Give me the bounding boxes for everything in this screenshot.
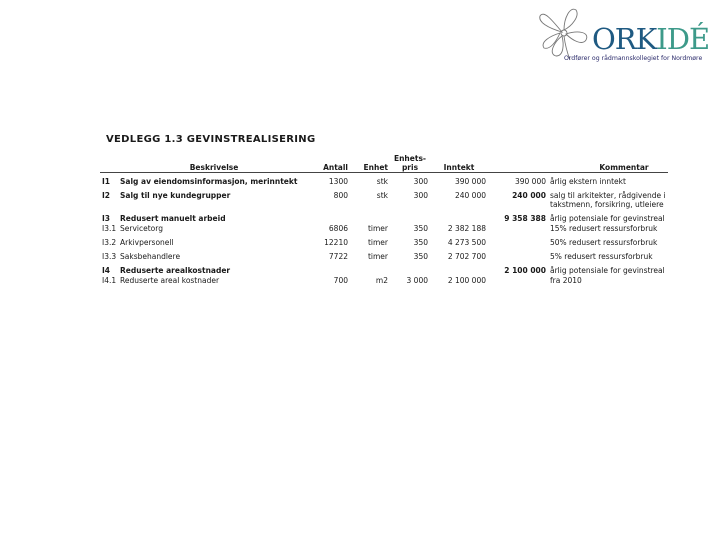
cell-antall: 800 xyxy=(333,191,348,200)
cell-kommentar: årlig potensiale for gevinstreal xyxy=(550,266,665,275)
cell-id: I4.1 xyxy=(102,276,117,285)
cell-beskrivelse: Saksbehandlere xyxy=(120,252,181,261)
table-row xyxy=(100,276,668,286)
header-sum xyxy=(488,152,548,173)
logo-wordmark-part2: IDÉ xyxy=(656,22,710,56)
cell-beskrivelse: Salg til nye kundegrupper xyxy=(120,191,231,200)
page-title: VEDLEGG 1.3 GEVINSTREALISERING xyxy=(106,134,316,145)
cell-inntekt xyxy=(430,266,488,276)
header-kommentar: Kommentar xyxy=(548,152,668,173)
header-beskrivelse: Beskrivelse xyxy=(118,152,310,173)
cell-enhet: timer xyxy=(367,252,388,261)
cell-antall xyxy=(310,214,350,224)
cell-antall: 6806 xyxy=(328,224,348,233)
cell-sum: 9 358 388 xyxy=(504,214,546,223)
table-row xyxy=(100,214,668,224)
gevinst-table-container xyxy=(100,152,668,302)
header-enhetspris xyxy=(390,152,430,173)
cell-enhetspris: 350 xyxy=(413,252,428,261)
cell-enhetspris xyxy=(390,214,430,224)
cell-beskrivelse: Reduserte arealkostnader xyxy=(120,266,231,275)
cell-sum xyxy=(488,276,548,286)
cell-inntekt: 2 100 000 xyxy=(447,276,486,285)
table-row xyxy=(100,238,668,248)
header-antall: Antall xyxy=(310,152,350,173)
cell-inntekt: 4 273 500 xyxy=(447,238,486,247)
cell-inntekt: 2 702 700 xyxy=(447,252,486,261)
cell-kommentar: 15% redusert ressursforbruk xyxy=(550,224,658,233)
orkide-logo xyxy=(534,2,718,72)
cell-id: I1 xyxy=(102,177,111,186)
cell-kommentar: 5% redusert ressursforbruk xyxy=(550,252,653,261)
cell-kommentar xyxy=(548,191,668,210)
cell-kommentar-line2: takstmenn, forsikring, utleiere xyxy=(550,200,664,209)
cell-id: I4 xyxy=(102,266,111,275)
cell-beskrivelse: Salg av eiendomsinformasjon, merinntekt xyxy=(120,177,298,186)
cell-sum xyxy=(488,238,548,248)
cell-inntekt: 390 000 xyxy=(454,177,486,186)
cell-sum: 390 000 xyxy=(514,177,546,186)
gevinst-table xyxy=(100,152,668,286)
cell-sum: 240 000 xyxy=(512,191,546,200)
cell-enhet: timer xyxy=(367,238,388,247)
table-header-row xyxy=(100,152,668,173)
cell-id: I2 xyxy=(102,191,111,200)
cell-antall: 700 xyxy=(333,276,348,285)
cell-enhet: stk xyxy=(376,191,388,200)
cell-inntekt: 240 000 xyxy=(454,191,486,200)
cell-antall: 7722 xyxy=(328,252,348,261)
cell-inntekt xyxy=(430,214,488,224)
cell-antall xyxy=(310,266,350,276)
cell-beskrivelse: Arkivpersonell xyxy=(120,238,174,247)
cell-kommentar: fra 2010 xyxy=(550,276,582,285)
cell-enhet: m2 xyxy=(375,276,388,285)
cell-enhetspris xyxy=(390,266,430,276)
cell-sum: 2 100 000 xyxy=(504,266,546,275)
header-id xyxy=(100,152,118,173)
header-enhetspris-line1: Enhets- xyxy=(393,154,427,163)
cell-enhet: timer xyxy=(367,224,388,233)
cell-antall: 12210 xyxy=(324,238,348,247)
table-row xyxy=(100,191,668,210)
logo-wordmark-part1: ORK xyxy=(592,22,657,56)
header-enhetspris-line2: pris xyxy=(401,163,419,172)
cell-enhet: stk xyxy=(376,177,388,186)
header-enhet: Enhet xyxy=(350,152,390,173)
cell-enhetspris: 350 xyxy=(413,238,428,247)
header-inntekt: Inntekt xyxy=(430,152,488,173)
logo-tagline: Ordfører og rådmannskollegiet for Nordmøre xyxy=(564,55,703,62)
cell-kommentar: 50% redusert ressursforbruk xyxy=(550,238,658,247)
table-row xyxy=(100,224,668,234)
cell-sum xyxy=(488,252,548,262)
cell-beskrivelse: Servicetorg xyxy=(120,224,163,233)
orchid-flower-icon xyxy=(534,2,594,62)
cell-kommentar: årlig ekstern inntekt xyxy=(550,177,626,186)
table-row xyxy=(100,252,668,262)
cell-enhetspris: 350 xyxy=(413,224,428,233)
logo-wordmark xyxy=(592,24,709,54)
cell-enhetspris: 300 xyxy=(413,177,428,186)
cell-antall: 1300 xyxy=(328,177,348,186)
cell-id: I3.2 xyxy=(102,238,117,247)
table-row xyxy=(100,177,668,187)
cell-sum xyxy=(488,224,548,234)
cell-enhetspris: 3 000 xyxy=(406,276,428,285)
cell-enhet xyxy=(350,214,390,224)
cell-id: I3.1 xyxy=(102,224,117,233)
cell-beskrivelse: Redusert manuelt arbeid xyxy=(120,214,226,223)
table-row xyxy=(100,266,668,276)
cell-enhet xyxy=(350,266,390,276)
cell-enhetspris: 300 xyxy=(413,191,428,200)
cell-kommentar: årlig potensiale for gevinstreal xyxy=(550,214,665,223)
cell-kommentar-line1: salg til arkitekter, rådgivende i xyxy=(550,191,666,200)
cell-id: I3.3 xyxy=(102,252,117,261)
cell-beskrivelse: Reduserte areal kostnader xyxy=(120,276,220,285)
cell-inntekt: 2 382 188 xyxy=(447,224,486,233)
cell-id: I3 xyxy=(102,214,111,223)
